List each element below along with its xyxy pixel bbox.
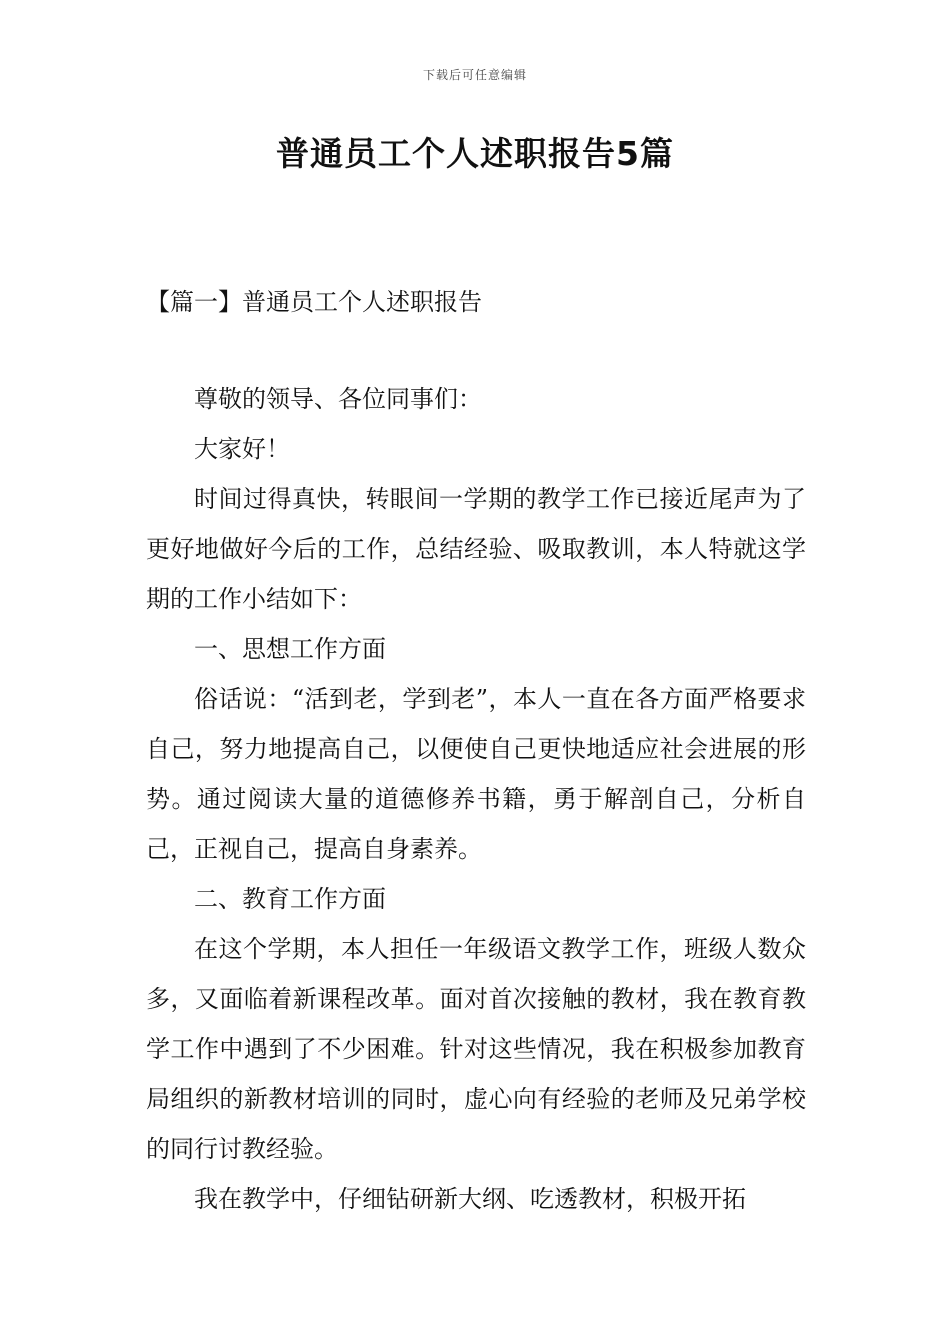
paragraph-greeting: 大家好！ xyxy=(194,435,290,463)
paragraph-thought-work: 俗话说：“活到老，学到老”，本人一直在各方面严格要求自己，努力地提高自己，以便使自己更快地适应社会进展的形势。通过阅读大量的道德修养书籍，勇于解剖自己，分析自己，正视自己，提高自身素养。 xyxy=(146,685,806,863)
paragraph-teaching-detail: 我在教学中，仔细钻研新大纲、吃透教材，积极开拓 xyxy=(194,1185,746,1213)
paragraph-intro: 时间过得真快，转眼间一学期的教学工作已接近尾声为了更好地做好今后的工作，总结经验、吸取教训，本人特就这学期的工作小结如下： xyxy=(146,485,806,613)
section-heading: 【篇一】普通员工个人述职报告 xyxy=(146,288,482,316)
paragraph-salutation: 尊敬的领导、各位同事们： xyxy=(194,385,482,413)
paragraph-subheading-2: 二、教育工作方面 xyxy=(194,885,386,913)
paragraph-subheading-1: 一、思想工作方面 xyxy=(194,635,386,663)
document-title: 普通员工个人述职报告5篇 xyxy=(276,134,674,173)
document-body xyxy=(146,374,806,1224)
paragraph-teaching-work: 在这个学期，本人担任一年级语文教学工作，班级人数众多，又面临着新课程改革。面对首次接触的教材，我在教育教学工作中遇到了不少困难。针对这些情况，我在积极参加教育局组织的新教材培训的同时，虚心向有经验的老师及兄弟学校的同行讨教经验。 xyxy=(146,935,806,1163)
header-note: 下载后可任意编辑 xyxy=(422,68,527,82)
